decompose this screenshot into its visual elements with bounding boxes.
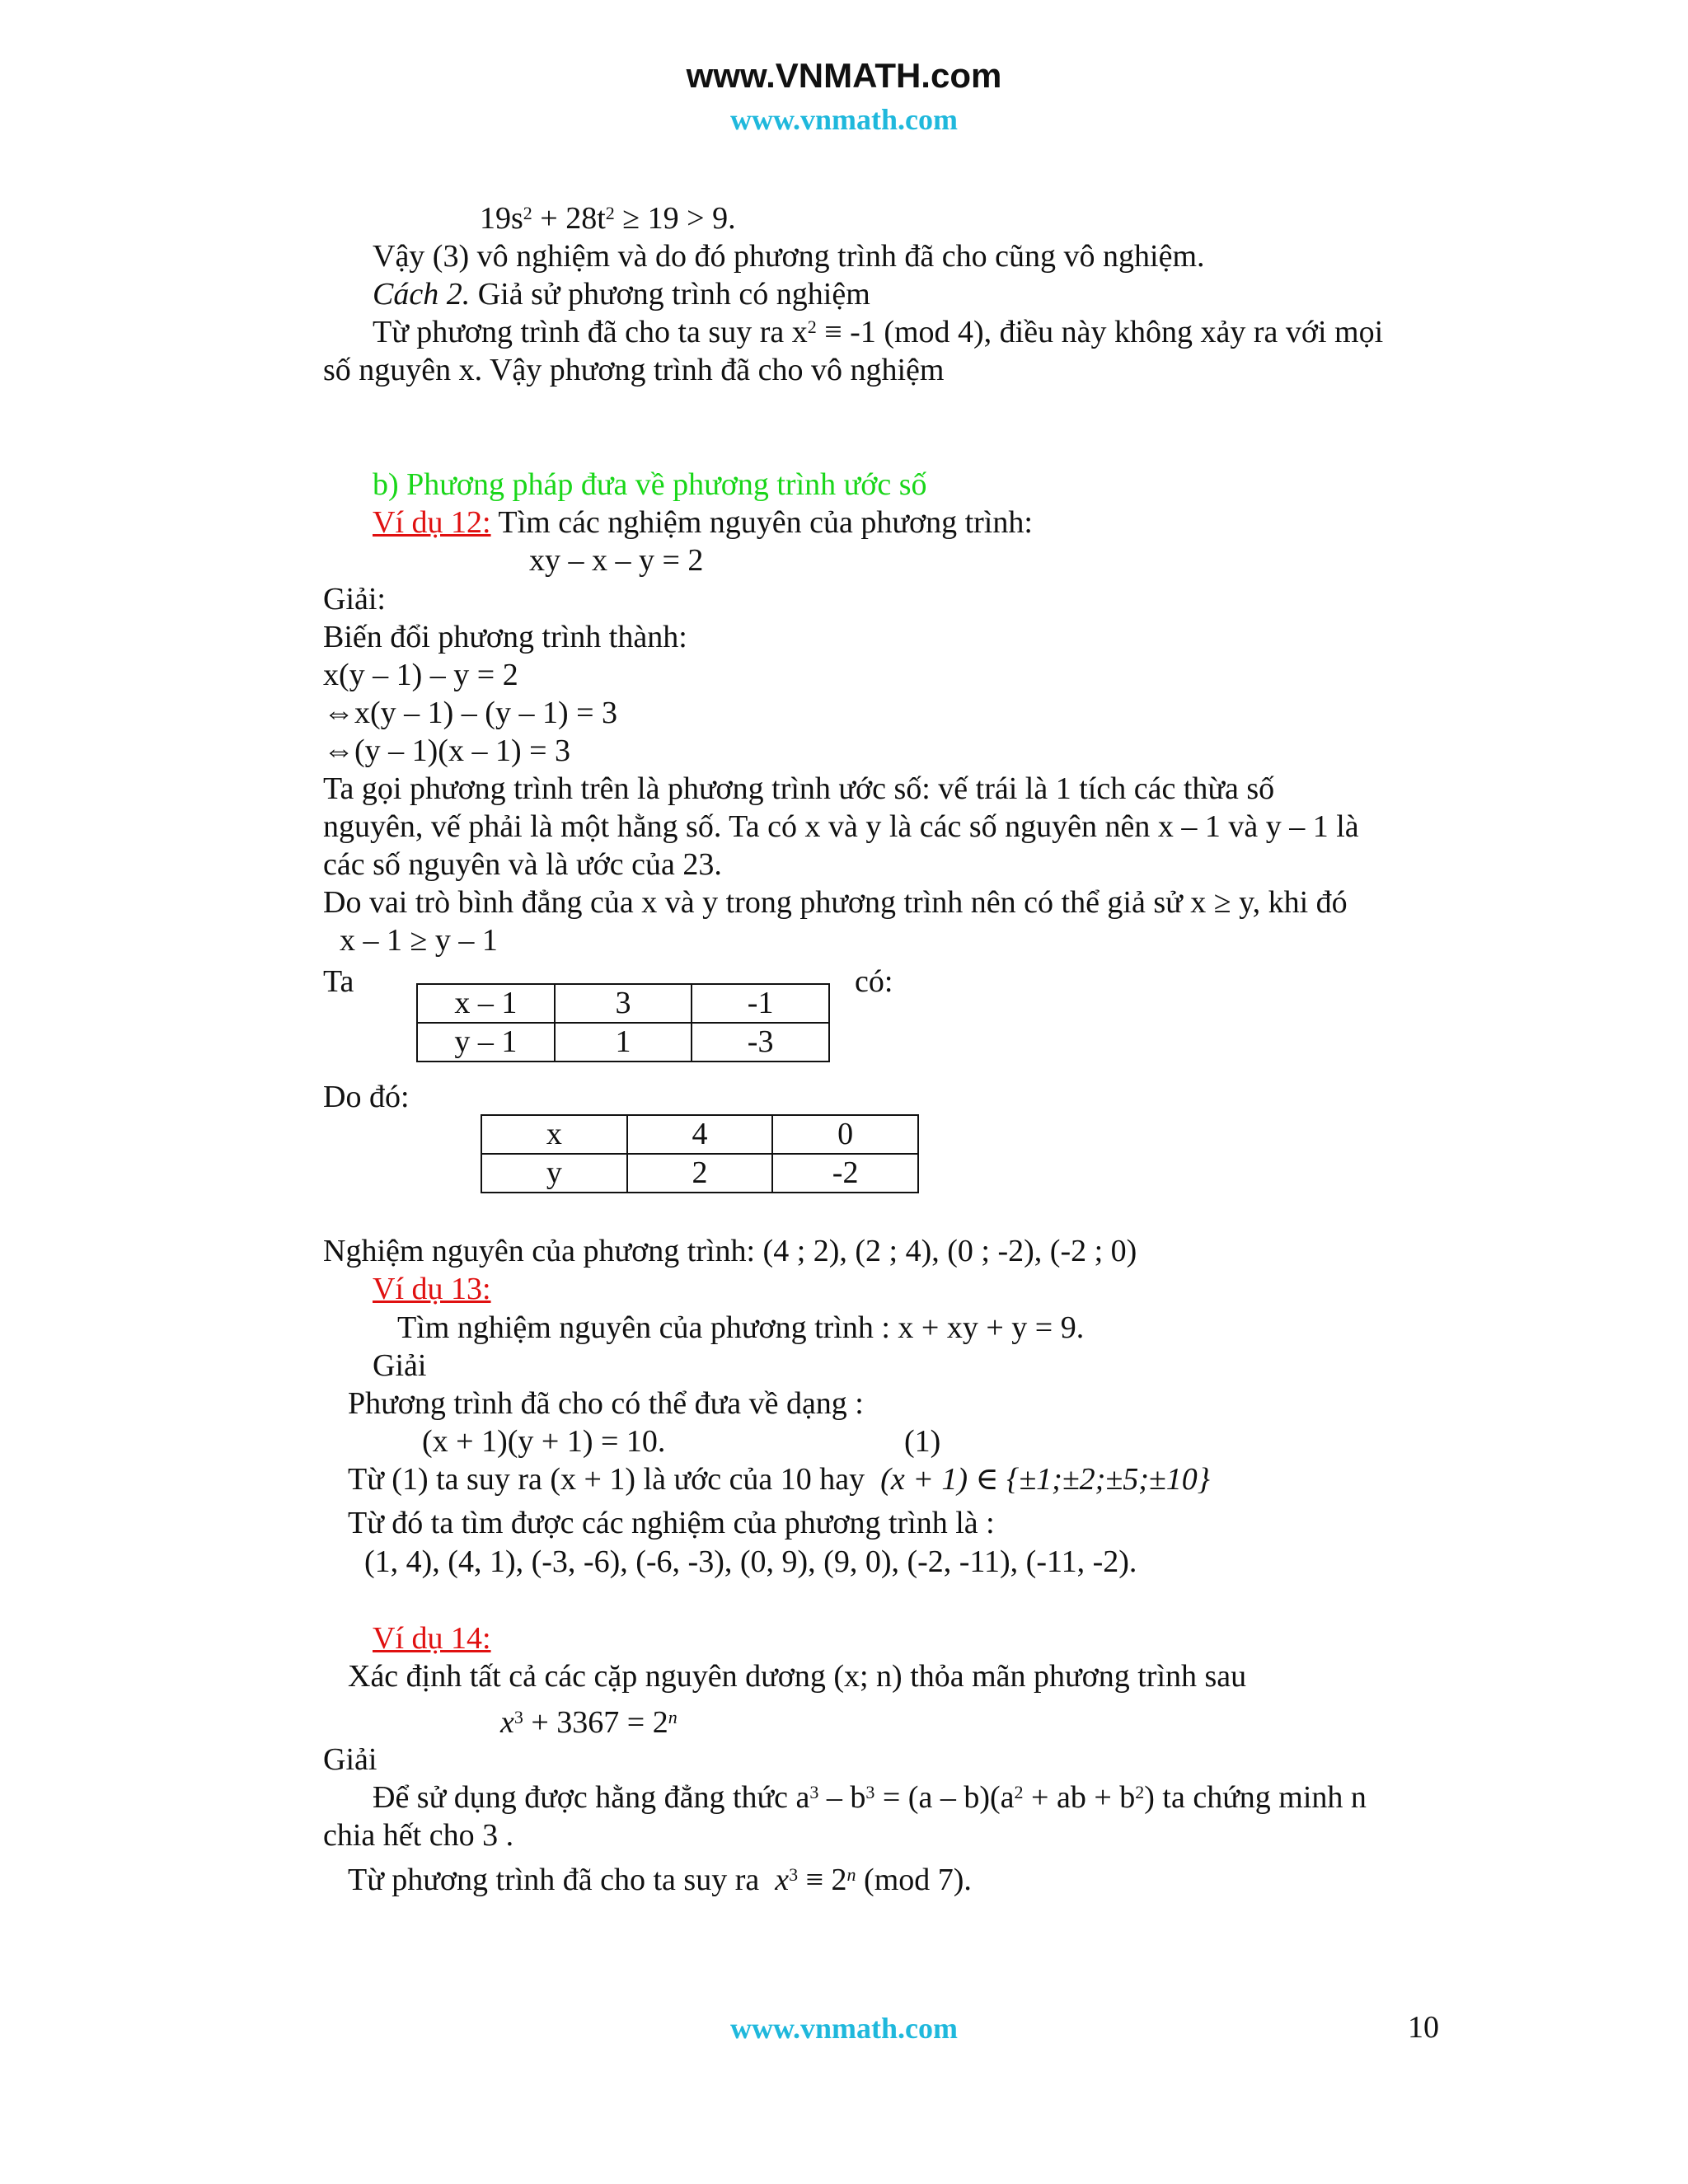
example-13-label: Ví dụ 13:	[373, 1272, 491, 1306]
equation: ⇔(y – 1)(x – 1) = 3	[323, 733, 571, 768]
header-title: www.VNMATH.com	[686, 56, 1002, 95]
footer-url: www.vnmath.com	[730, 2012, 958, 2045]
page-number: 10	[1408, 2010, 1439, 2045]
equation: $x^3 + 3367 = 2^n$	[500, 1705, 678, 1740]
paragraph-line: Do vai trò bình đẳng của x và y trong phương trình nên có thể giả sử x ≥ y, khi đó	[323, 885, 1348, 920]
equation: ⇔x(y – 1) – (y – 1) = 3	[323, 696, 618, 730]
table-cell: 3	[555, 984, 692, 1023]
paragraph-line: Tìm nghiệm nguyên của phương trình : x + xy + y = 9.	[397, 1310, 1085, 1345]
value-table-1	[416, 983, 830, 1062]
table-cell: y	[481, 1154, 627, 1193]
table-cell: 4	[627, 1115, 773, 1154]
inequality-line: $19s^2 + 28t^2 \ge 19 > 9$.	[480, 201, 736, 236]
example-12-heading: Ví dụ 12: Tìm các nghiệm nguyên của phương trình:	[373, 505, 1033, 540]
header-subtitle: www.vnmath.com	[730, 103, 958, 136]
value-table-2	[481, 1114, 919, 1193]
table-prefix: Ta	[323, 964, 354, 999]
table-row	[481, 1115, 918, 1154]
paragraph-line: Ta gọi phương trình trên là phương trình ước số: vế trái là 1 tích các thừa số	[323, 771, 1275, 806]
table-cell: -1	[692, 984, 829, 1023]
paragraph-line: Nghiệm nguyên của phương trình: (4 ; 2), (2 ; 4), (0 ; -2), (-2 ; 0)	[323, 1234, 1137, 1268]
paragraph-line: Do đó:	[323, 1080, 410, 1114]
table-cell: -3	[692, 1023, 829, 1062]
equation: x – 1 ≥ y – 1	[340, 923, 498, 958]
paragraph-line: Từ (1) ta suy ra (x + 1) là ước của 10 hay (x + 1) ∈ {±1;±2;±5;±10}	[348, 1462, 1210, 1497]
equation: xy – x – y = 2	[529, 543, 704, 578]
table-cell: x	[481, 1115, 627, 1154]
table-cell: 2	[627, 1154, 773, 1193]
paragraph-line: (1, 4), (4, 1), (-3, -6), (-6, -3), (0, 9), (9, 0), (-2, -11), (-11, -2).	[364, 1544, 1137, 1579]
equation-number: (1)	[904, 1424, 941, 1459]
table-cell: 1	[555, 1023, 692, 1062]
solution-label: Giải	[373, 1348, 427, 1383]
paragraph-line: Từ phương trình đã cho ta suy ra $x^3 \equiv 2^n$ (mod 7).	[348, 1863, 972, 1897]
paragraph-line: chia hết cho 3 .	[323, 1818, 514, 1853]
paragraph-line: các số nguyên và là ước của 23.	[323, 847, 722, 882]
paragraph-line: nguyên, vế phải là một hằng số. Ta có x và y là các số nguyên nên x – 1 và y – 1 là	[323, 809, 1359, 844]
paragraph-line: Biến đổi phương trình thành:	[323, 620, 687, 654]
table-row	[417, 984, 829, 1023]
paragraph-line: Phương trình đã cho có thể đưa về dạng :	[348, 1386, 864, 1421]
paragraph-line: Vậy (3) vô nghiệm và do đó phương trình đã cho cũng vô nghiệm.	[373, 239, 1205, 274]
table-row	[481, 1154, 918, 1193]
table-cell: 0	[772, 1115, 918, 1154]
table-cell: -2	[772, 1154, 918, 1193]
example-14-label: Ví dụ 14:	[373, 1621, 491, 1656]
equation: x(y – 1) – y = 2	[323, 658, 518, 692]
section-heading: b) Phương pháp đưa về phương trình ước số	[373, 467, 927, 502]
paragraph-line: Xác định tất cả các cặp nguyên dương (x; n) thỏa mãn phương trình sau	[348, 1659, 1247, 1694]
table-suffix: có:	[855, 964, 893, 999]
method-2-line: Cách 2. Giả sử phương trình có nghiệm	[373, 277, 870, 312]
equation: (x + 1)(y + 1) = 10.	[422, 1424, 666, 1459]
table-cell: y – 1	[417, 1023, 555, 1062]
solution-label: Giải:	[323, 582, 386, 616]
solution-label: Giải	[323, 1742, 377, 1777]
table-cell: x – 1	[417, 984, 555, 1023]
table-row	[417, 1023, 829, 1062]
paragraph-line: số nguyên x. Vậy phương trình đã cho vô nghiệm	[323, 353, 945, 387]
paragraph-line: Để sử dụng được hằng đẳng thức $a^3 - b^3 = (a - b)(a^2$ + ab + $b^2$) ta chứng minh n	[373, 1780, 1367, 1815]
paragraph-line: Từ đó ta tìm được các nghiệm của phương trình là :	[348, 1506, 995, 1540]
paragraph-line: Từ phương trình đã cho ta suy ra $x^2 \equiv -1$ (mod 4), điều này không xảy ra với mọi	[373, 315, 1384, 349]
